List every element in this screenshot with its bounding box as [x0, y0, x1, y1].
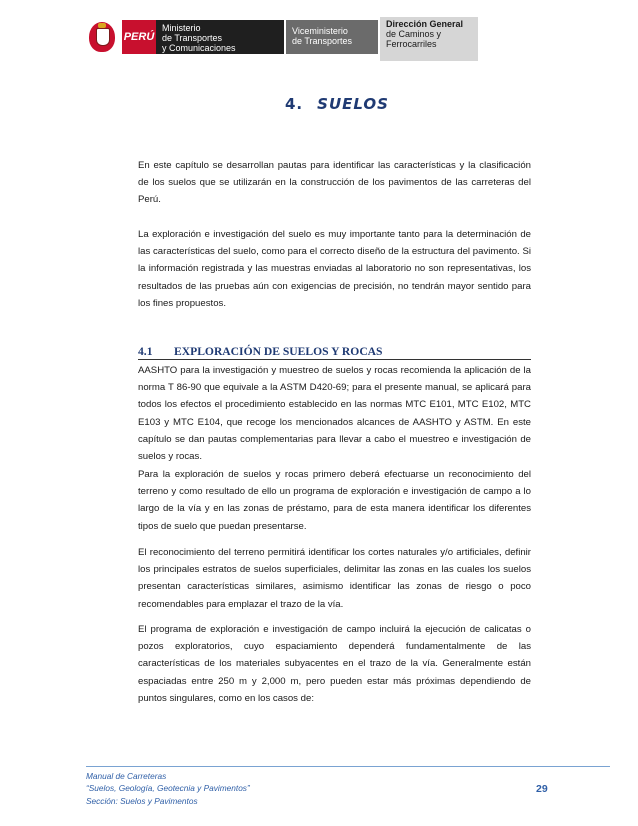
- intro-paragraph-1: En este capítulo se desarrollan pautas para identificar las características y la clasificación de los suelos que se utilizarán en la construcción de los pavimentos de las carreteras del Perú.: [138, 160, 531, 206]
- section-title: EXPLORACIÓN DE SUELOS Y ROCAS: [174, 345, 383, 358]
- page-number: 29: [536, 783, 548, 795]
- header-logo: [86, 20, 478, 54]
- coat-of-arms-icon: [86, 20, 120, 54]
- footer-text: Manual de Carreteras “Suelos, Geología, Geotecnia y Pavimentos” Sección: Suelos y Pavimentos: [86, 771, 250, 806]
- section-paragraph-2: Para la exploración de suelos y rocas primero deberá efectuarse un reconocimiento del terreno y como resultado de ello un programa de exploración e investigación de campo a lo largo de la vía y en las zonas de préstamo, para de esta manera identificar los diferentes tipos de suelo que puedan presentarse.: [138, 469, 531, 532]
- section-paragraph-4: El programa de exploración e investigación de campo incluirá la ejecución de calicatas o pozos exploratorios, cuyo espaciamiento dependerá fundamentalmente de las características de los materiales subyacentes en el trazo de la vía. Generalmente están espaciadas entre 250 m y 2,000 m, pero pueden estar más próximas dependiendo de puntos singulares, como en los casos de:: [138, 624, 531, 704]
- direction-label: Dirección General de Caminos y Ferrocarriles: [380, 17, 478, 61]
- chapter-number: 4.: [285, 95, 304, 113]
- section-heading: [138, 345, 531, 360]
- footer-divider: [86, 766, 610, 767]
- intro-paragraph-2: La exploración e investigación del suelo es muy importante tanto para la determinación de las características del suelo, como para el correcto diseño de la estructura del pavimento. Si la información registrada y las muestras enviadas al laboratorio no son representativas, los resultados de las pruebas aún con exigencias de precisión, no tendrán mayor sentido para los fines propuestos.: [138, 229, 531, 309]
- section-number: 4.1: [138, 345, 153, 358]
- section-paragraph-1: AASHTO para la investigación y muestreo de suelos y rocas recomienda la aplicación de la norma T 86-90 que equivale a la ASTM D420-69; para el presente manual, se aplicará para todos los efectos el procedimiento establecido en las normas MTC E101, MTC E102, MTC E103 y MTC E104, que recoge los mencionados alcances de AASHTO y ASTM. En este capítulo se dan pautas complementarias para llevar a cabo el muestreo e investigación de suelos y rocas.: [138, 365, 531, 463]
- peru-label: PERÚ: [122, 20, 156, 54]
- chapter-title: [285, 95, 485, 113]
- viceministry-label: Viceministerio de Transportes: [286, 20, 378, 54]
- section-paragraph-3: El reconocimiento del terreno permitirá identificar los cortes naturales y/o artificiales, definir los principales estratos de suelos superficiales, delimitar las zonas en las cuales los suelos presentan características similares, asimismo identificar las zonas de riesgo o poco recomendables para emplazar el trazo de la vía.: [138, 547, 531, 610]
- ministry-label: Ministerio de Transportes y Comunicaciones: [156, 20, 284, 54]
- chapter-name: SUELOS: [317, 95, 389, 113]
